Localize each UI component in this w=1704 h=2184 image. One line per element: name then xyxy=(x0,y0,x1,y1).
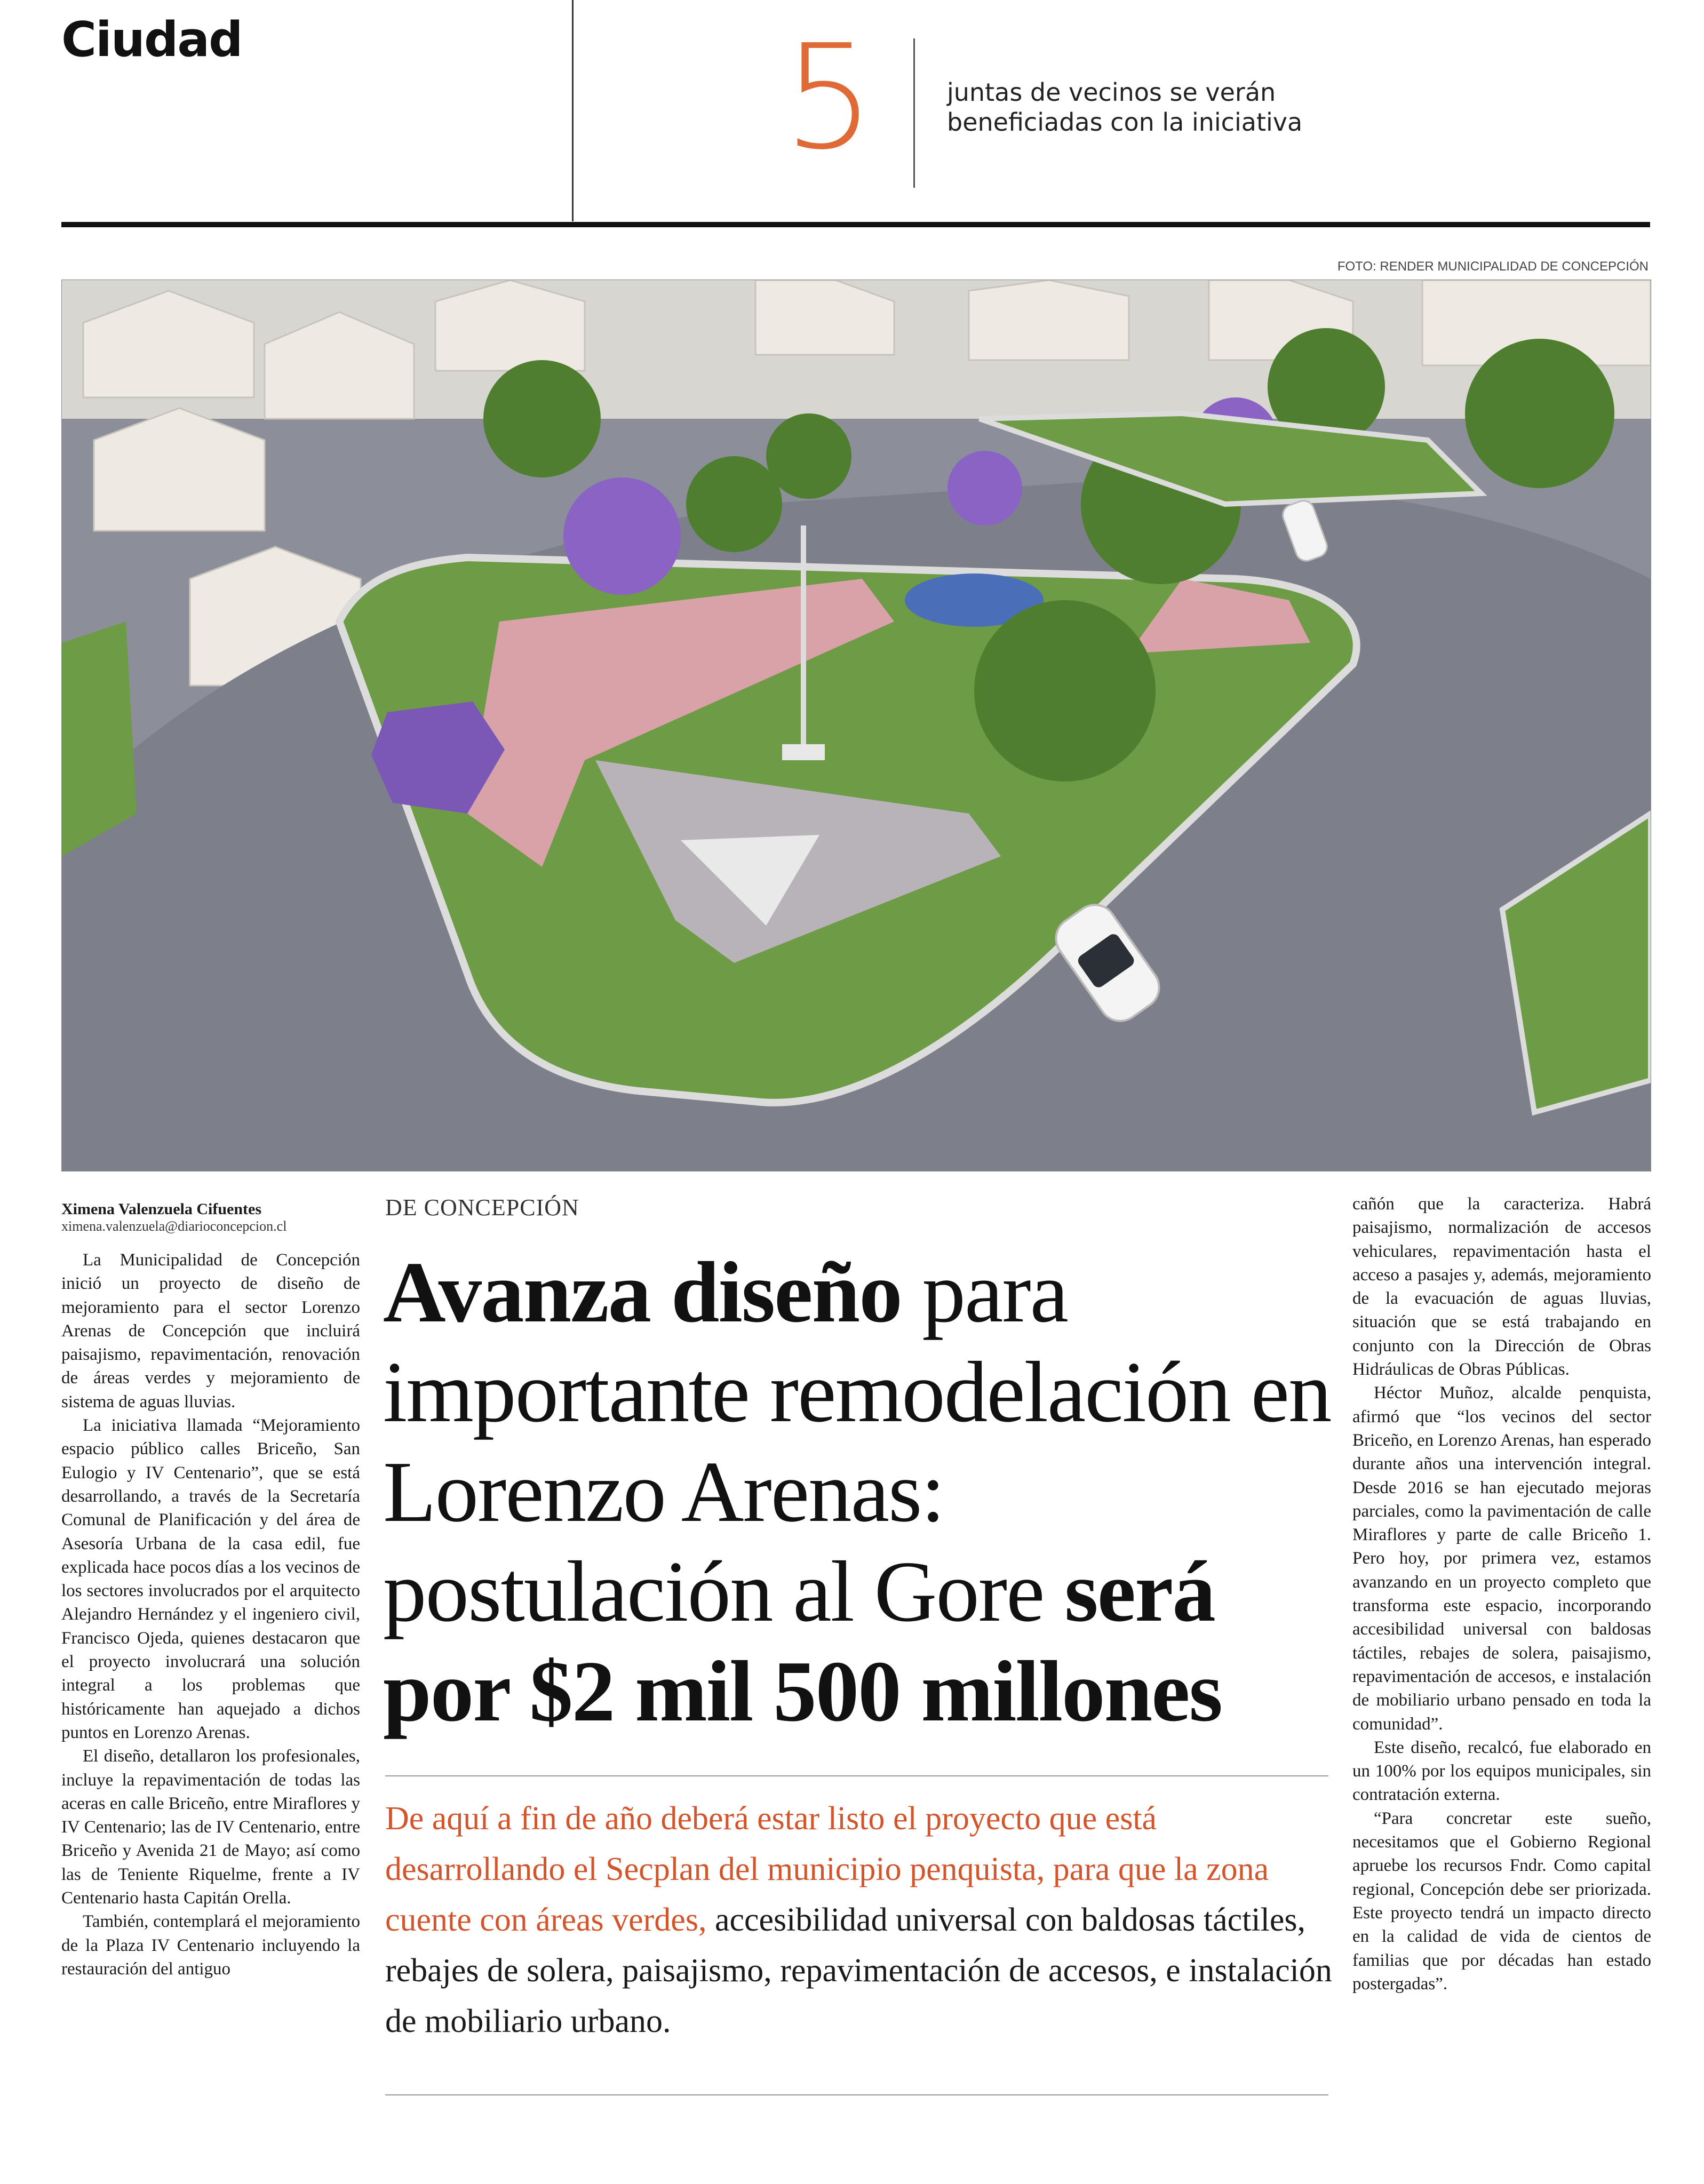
plaza-render-illustration xyxy=(62,280,1651,1171)
stat-number: 5 xyxy=(783,13,875,181)
byline xyxy=(61,1200,360,1234)
paragraph: El diseño, detallaron los profesionales, incluye la repavimentación de todas las aceras en calle Briceño, entre Miraflores y IV Centenario; las de IV Centenario, entre Briceño y Avenida 21 de Mayo; así como las de Teniente Riquelme, frente a IV Centenario hasta Capitán Orella. xyxy=(61,1747,360,1908)
author-email: ximena.valenzuela@diarioconcepcion.cl xyxy=(61,1218,287,1234)
author-name: Ximena Valenzuela Cifuentes xyxy=(61,1200,261,1218)
paragraph: “Para concretar este sueño, necesitamos que el Gobierno Regional apruebe los recursos Fndr. Como capital regional, Concepción debe ser priorizada. Este proyecto tendrá un impacto directo en la calidad de vida de cientos de familias que por décadas han estado postergadas”. xyxy=(1352,1808,1651,1994)
photo-credit: FOTO: RENDER MUNICIPALIDAD DE CONCEPCIÓN xyxy=(1337,259,1649,274)
paragraph: La Municipalidad de Concepción inició un proyecto de diseño de mejoramiento para el sector Lorenzo Arenas de Concepción que incluirá paisajismo, repavimentación, renovación de áreas verdes y mejoramiento de sistema de aguas lluvias. xyxy=(61,1250,360,1412)
headline-bold-start: Avanza diseño xyxy=(383,1245,902,1341)
deck-accent: De aquí a fin de año deberá estar listo el proyecto que está desarrollando el Secplan del municipio penquista, para que la zona cuente con áreas verdes, xyxy=(385,1800,1269,1938)
render-photo xyxy=(61,280,1651,1171)
paragraph: cañón que la caracteriza. Habrá paisajismo, normalización de accesos vehiculares, repavimentación hasta el acceso a pasajes y, además, mejoramiento de la evacuación de aguas lluvias, situación que se está trabajando en conjunto con la Dirección de Obras Hidráulicas de Obras Públicas. xyxy=(1352,1194,1651,1380)
paragraph: También, contemplará el mejoramiento de la Plaza IV Centenario incluyendo la restauración del antiguo xyxy=(61,1912,360,1979)
headline xyxy=(383,1243,1343,1742)
header-divider xyxy=(572,0,574,221)
header-rule xyxy=(61,222,1650,227)
stat-divider xyxy=(913,38,915,188)
paragraph: Este diseño, recalcó, fue elaborado en un 100% por los equipos municipales, sin contratación externa. xyxy=(1352,1737,1651,1805)
deck xyxy=(385,1794,1335,2047)
kicker: DE CONCEPCIÓN xyxy=(385,1194,579,1221)
section-title: Ciudad xyxy=(61,12,242,68)
deck-rest: accesibilidad universal con baldosas táctiles, rebajes de solera, paisajismo, repavimentación de accesos, e instalación de mobiliario urbano. xyxy=(385,1902,1332,2039)
deck-bottom-rule xyxy=(385,2094,1328,2095)
body-column-1 xyxy=(61,1248,360,1981)
paragraph: Héctor Muñoz, alcalde penquista, afirmó que “los vecinos del sector Briceño, en Lorenzo Arenas, han esperado durante años una intervención integral. Desde 2016 se han ejecutado mejoras parciales, como la pavimentación de calle Miraflores y parte de calle Briceño 1. Pero hoy, por primera vez, estamos avanzando en un proyecto completo que transforma este espacio, incorporando accesibilidad universal con baldosas táctiles, rebajes de solera, paisajismo, repavimentación de accesos, e instalación de mobiliario urbano pensado en toda la comunidad”. xyxy=(1352,1383,1651,1734)
body-column-3 xyxy=(1352,1192,1651,1996)
paragraph: La iniciativa llamada “Mejoramiento espacio público calles Briceño, San Eulogio y IV Centenario”, que se está desarrollando, a través de la Secretaría Comunal de Planificación y del área de Asesoría Urbana de la casa edil, fue explicada hace pocos días a los vecinos de los sectores involucrados por el arquitecto Alejandro Hernández y el ingeniero civil, Francisco Ojeda, quienes destacaron que el proyecto involucrará una solución integral a los problemas que históricamente han aquejado a dichos puntos en Lorenzo Arenas. xyxy=(61,1416,360,1742)
headline-regular: para importante remodelación en Lorenzo Arenas: postulación al Gore xyxy=(383,1245,1331,1640)
deck-top-rule xyxy=(385,1775,1328,1776)
stat-caption: juntas de vecinos se verán beneficiadas con la iniciativa xyxy=(947,78,1303,137)
headline-bold-end: será por $2 mil 500 millones xyxy=(383,1544,1222,1740)
